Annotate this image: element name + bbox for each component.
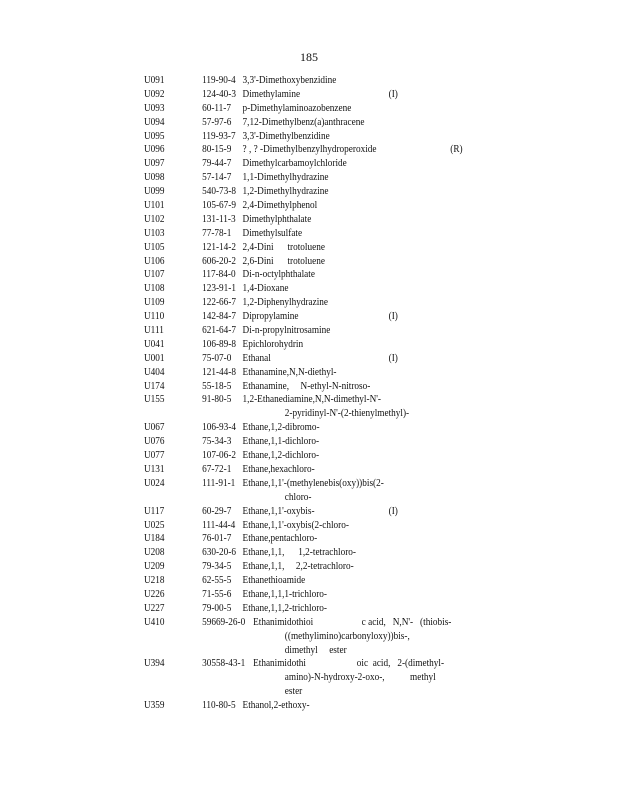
substance-name: 1,2-Dimethylhydrazine: [242, 186, 329, 198]
substance-name: 2,4-Dini trotoluene: [242, 241, 325, 253]
cas-number: 121-14-2: [202, 241, 236, 253]
entry-continuation: [144, 671, 531, 685]
substance-name: 1,1-Dimethylhydrazine: [242, 172, 329, 184]
entry-row: [144, 421, 531, 435]
entry-row: [144, 699, 531, 713]
entry-row: [144, 546, 531, 560]
substance-name: Ethane,hexachloro-: [242, 463, 315, 475]
substance-name: Ethane,1,2-dichloro-: [242, 450, 320, 462]
entry-row: [144, 463, 531, 477]
entry-row: [144, 88, 531, 102]
entry-row: [144, 296, 531, 310]
substance-name: Ethane,1,1,2-trichloro-: [242, 602, 327, 614]
cas-number: 55-18-5: [202, 380, 232, 392]
waste-code: U110: [144, 311, 165, 323]
waste-code: U098: [144, 172, 165, 184]
substance-name: 1,4-Dioxane: [242, 283, 289, 295]
substance-name: Dipropylamine: [242, 311, 299, 323]
cas-number: 111-44-4: [202, 519, 236, 531]
waste-code: U394: [144, 658, 165, 670]
substance-name: Ethanethioamide: [242, 575, 306, 587]
entry-row: [144, 143, 531, 157]
cas-number: 121-44-8: [202, 366, 236, 378]
cas-number: 540-73-8: [202, 186, 236, 198]
substance-name: Epichlorohydrin: [242, 338, 304, 350]
entry-list: [144, 74, 584, 713]
entry-row: [144, 560, 531, 574]
cas-number: 80-15-9: [202, 144, 232, 156]
entry-row: [144, 324, 531, 338]
cas-number: 119-90-4: [202, 75, 236, 86]
waste-code: U105: [144, 241, 165, 253]
waste-code: U092: [144, 88, 165, 100]
substance-name: Ethane,1,1, 2,2-tetrachloro-: [242, 561, 354, 573]
waste-code: U184: [144, 533, 165, 545]
substance-name: Ethane,pentachloro-: [242, 533, 318, 545]
entry-continuation: [144, 630, 531, 644]
waste-code: U093: [144, 102, 165, 114]
entry-row: [144, 227, 531, 241]
entry-row: [144, 588, 531, 602]
substance-name: Di-n-propylnitrosamine: [242, 325, 331, 337]
waste-code: U041: [144, 338, 165, 350]
cas-number: 107-06-2: [202, 450, 236, 462]
entry-continuation: [144, 644, 531, 658]
substance-name: Ethanamine,N,N-diethyl-: [242, 366, 337, 378]
cas-number: 621-64-7: [202, 325, 236, 337]
waste-code: U096: [144, 144, 165, 156]
hazard-flag: (I): [388, 311, 398, 323]
substance-name-continued: chloro-: [284, 491, 312, 503]
waste-code: U024: [144, 477, 165, 489]
substance-name: Di-n-octylphthalate: [242, 269, 315, 281]
cas-number: 142-84-7: [202, 311, 236, 323]
waste-code: U410: [144, 616, 165, 628]
entry-continuation: [144, 407, 531, 421]
entry-row: [144, 477, 531, 491]
entry-row: [144, 74, 531, 88]
waste-code: U227: [144, 602, 165, 614]
entry-row: [144, 185, 531, 199]
substance-name: 2,4-Dimethylphenol: [242, 200, 318, 212]
substance-name: 7,12-Dimethylbenz(a)anthracene: [242, 116, 365, 128]
waste-code: U099: [144, 186, 165, 198]
hazard-flag: (R): [450, 144, 463, 156]
substance-name: p-Dimethylaminoazobenzene: [242, 102, 352, 114]
waste-code: U108: [144, 283, 165, 295]
substance-name: Ethane,1,1'-oxybis-: [242, 505, 315, 517]
substance-name-continued: dimethyl ester: [284, 644, 347, 656]
hazard-flag: (I): [388, 88, 398, 100]
cas-number: 131-11-3: [202, 213, 236, 225]
cas-number: 59669-26-0: [202, 616, 246, 628]
entry-row: [144, 352, 531, 366]
waste-code: U131: [144, 463, 165, 475]
substance-name: 1,2-Ethanediamine,N,N-dimethyl-N'-: [242, 394, 381, 406]
waste-code: U001: [144, 352, 165, 364]
cas-number: 91-80-5: [202, 394, 232, 406]
entry-row: [144, 505, 531, 519]
substance-name: Ethanimidothioi c acid, N,N'- (thiobis-: [253, 616, 452, 628]
substance-name: 2,6-Dini trotoluene: [242, 255, 325, 267]
entry-row: [144, 116, 531, 130]
entry-row: [144, 657, 531, 671]
waste-code: U101: [144, 200, 165, 212]
waste-code: U106: [144, 255, 165, 267]
entry-row: [144, 393, 531, 407]
entry-row: [144, 255, 531, 269]
substance-name: Dimethylamine: [242, 88, 301, 100]
entry-row: [144, 310, 531, 324]
cas-number: 110-80-5: [202, 700, 236, 712]
cas-number: 57-14-7: [202, 172, 232, 184]
cas-number: 60-29-7: [202, 505, 232, 517]
cas-number: 77-78-1: [202, 227, 232, 239]
entry-row: [144, 449, 531, 463]
cas-number: 106-89-8: [202, 338, 236, 350]
waste-code: U226: [144, 588, 165, 600]
substance-name: Ethane,1,1'-oxybis(2-chloro-: [242, 519, 349, 531]
substance-name-continued: ester: [284, 686, 303, 698]
substance-name: Ethanol,2-ethoxy-: [242, 700, 310, 712]
substance-name: Ethane,1,1-dichloro-: [242, 436, 320, 448]
waste-code: U111: [144, 325, 164, 337]
waste-code: U209: [144, 561, 165, 573]
entry-row: [144, 435, 531, 449]
entry-row: [144, 157, 531, 171]
waste-code: U109: [144, 297, 165, 309]
entry-row: [144, 130, 531, 144]
cas-number: 62-55-5: [202, 575, 232, 587]
cas-number: 124-40-3: [202, 88, 236, 100]
waste-code: U404: [144, 366, 165, 378]
waste-code: U097: [144, 158, 165, 170]
entry-row: [144, 338, 531, 352]
waste-code: U208: [144, 547, 165, 559]
waste-code: U155: [144, 394, 165, 406]
waste-code: U076: [144, 436, 165, 448]
entry-row: [144, 241, 531, 255]
cas-number: 57-97-6: [202, 116, 232, 128]
entry-row: [144, 616, 531, 630]
entry-row: [144, 213, 531, 227]
waste-code: U117: [144, 505, 165, 517]
substance-name: Ethane,1,1'-(methylenebis(oxy))bis(2-: [242, 477, 384, 489]
cas-number: 122-66-7: [202, 297, 236, 309]
cas-number: 606-20-2: [202, 255, 236, 267]
waste-code: U094: [144, 116, 165, 128]
waste-code: U359: [144, 700, 165, 712]
waste-code: U103: [144, 227, 165, 239]
substance-name: 3,3'-Dimethylbenzidine: [242, 130, 330, 142]
substance-name: ? , ? -Dimethylbenzylhydroperoxide: [242, 144, 377, 156]
substance-name-continued: ((methylimino)carbonyloxy))bis-,: [284, 630, 410, 642]
substance-name: Ethane,1,1, 1,2-tetrachloro-: [242, 547, 356, 559]
substance-name: Ethane,1,1,1-trichloro-: [242, 588, 327, 600]
entry-continuation: [144, 491, 531, 505]
cas-number: 117-84-0: [202, 269, 236, 281]
entry-row: [144, 380, 531, 394]
waste-code: U025: [144, 519, 165, 531]
entry-row: [144, 282, 531, 296]
hazard-flag: (I): [388, 352, 398, 364]
entry-row: [144, 102, 531, 116]
waste-code: U095: [144, 130, 165, 142]
cas-number: 71-55-6: [202, 588, 232, 600]
substance-name: Ethanimidothi oic acid, 2-(dimethyl-: [253, 658, 445, 670]
substance-name: Dimethylcarbamoylchloride: [242, 158, 347, 170]
cas-number: 123-91-1: [202, 283, 236, 295]
entry-continuation: [144, 685, 531, 699]
substance-name-continued: 2-pyridinyl-N'-(2-thienylmethyl)-: [284, 408, 410, 420]
waste-code: U077: [144, 450, 165, 462]
page-number: 185: [300, 50, 318, 64]
waste-code: U107: [144, 269, 165, 281]
substance-name: 1,2-Diphenylhydrazine: [242, 297, 329, 309]
entry-row: [144, 268, 531, 282]
cas-number: 30558-43-1: [202, 658, 246, 670]
waste-code: U218: [144, 575, 165, 587]
entry-row: [144, 199, 531, 213]
entry-row: [144, 366, 531, 380]
cas-number: 630-20-6: [202, 547, 236, 559]
substance-name: Ethane,1,2-dibromo-: [242, 422, 320, 434]
waste-code: U067: [144, 422, 165, 434]
cas-number: 76-01-7: [202, 533, 232, 545]
waste-code: U174: [144, 380, 165, 392]
hazard-flag: (I): [388, 505, 398, 517]
cas-number: 67-72-1: [202, 463, 232, 475]
substance-name: 3,3'-Dimethoxybenzidine: [242, 75, 337, 86]
waste-code: U102: [144, 213, 165, 225]
cas-number: 79-00-5: [202, 602, 232, 614]
entry-row: [144, 602, 531, 616]
cas-number: 79-34-5: [202, 561, 232, 573]
entry-row: [144, 532, 531, 546]
substance-name: Ethanamine, N-ethyl-N-nitroso-: [242, 380, 371, 392]
waste-code: U091: [144, 75, 165, 86]
cas-number: 105-67-9: [202, 200, 236, 212]
cas-number: 75-07-0: [202, 352, 232, 364]
cas-number: 111-91-1: [202, 477, 236, 489]
cas-number: 60-11-7: [202, 102, 231, 114]
cas-number: 106-93-4: [202, 422, 236, 434]
entry-row: [144, 171, 531, 185]
substance-name: Dimethylphthalate: [242, 213, 312, 225]
entry-row: [144, 574, 531, 588]
substance-name: Dimethylsulfate: [242, 227, 303, 239]
cas-number: 75-34-3: [202, 436, 232, 448]
cas-number: 79-44-7: [202, 158, 232, 170]
cas-number: 119-93-7: [202, 130, 236, 142]
substance-name-continued: amino)-N-hydroxy-2-oxo-, methyl: [284, 672, 436, 684]
substance-name: Ethanal: [242, 352, 271, 364]
entry-row: [144, 519, 531, 533]
